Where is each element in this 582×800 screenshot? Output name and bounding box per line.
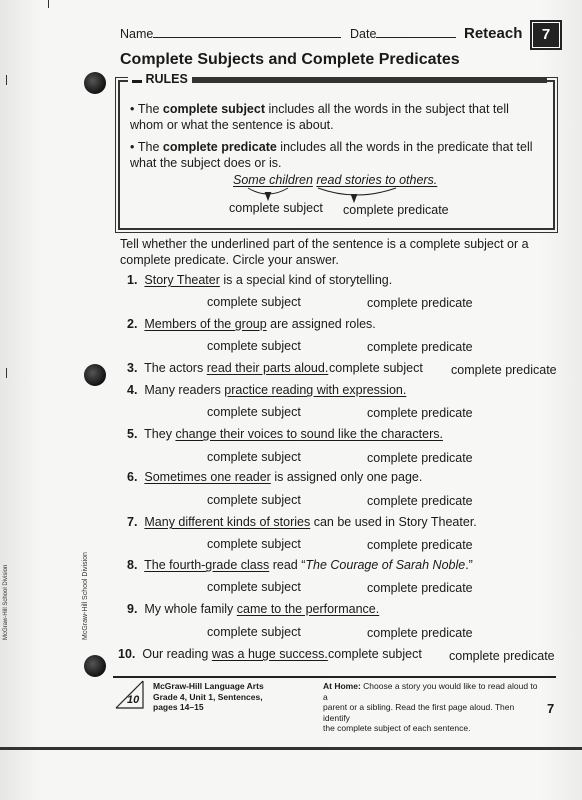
footer-page-ref: 10 xyxy=(127,694,140,706)
choice-complete-predicate-7[interactable]: complete predicate xyxy=(367,538,473,552)
footer-page-number: 7 xyxy=(547,701,555,716)
question-text: is assigned only one page. xyxy=(270,470,423,484)
choice-complete-subject-1[interactable]: complete subject xyxy=(207,295,301,309)
date-blank[interactable] xyxy=(376,26,456,38)
page-title: Complete Subjects and Complete Predicates xyxy=(120,51,460,68)
question-number: 7. xyxy=(127,515,138,529)
question-6 xyxy=(127,470,422,484)
question-5 xyxy=(127,427,443,441)
question-text: Our reading xyxy=(142,647,212,661)
question-text: is a special kind of storytelling. xyxy=(219,273,393,287)
rule-2: • The complete predicate includes all the words in the predicate that tell what the subject does or is. xyxy=(130,140,533,170)
publisher-vertical-text: McGraw-Hill School Division xyxy=(3,564,9,640)
question-text: Many readers xyxy=(144,383,225,397)
choice-complete-predicate-3[interactable]: complete predicate xyxy=(451,363,557,377)
question-text: can be used in Story Theater. xyxy=(310,515,477,529)
underlined-part: Story Theater xyxy=(144,273,220,287)
underlined-part: read their parts aloud. xyxy=(206,361,329,375)
name-label: Name xyxy=(120,27,154,41)
choice-complete-subject-10[interactable]: complete subject xyxy=(328,647,422,661)
book-title: The Courage of Sarah Noble xyxy=(305,558,466,572)
choice-complete-predicate-8[interactable]: complete predicate xyxy=(367,581,473,595)
footer-divider xyxy=(113,676,556,678)
choice-complete-subject-2[interactable]: complete subject xyxy=(207,339,301,353)
page-bottom-edge xyxy=(0,747,582,750)
question-number: 8. xyxy=(127,558,138,572)
page-badge: 7 xyxy=(530,20,562,50)
choice-complete-subject-6[interactable]: complete subject xyxy=(207,493,301,507)
predicate-caption: complete predicate xyxy=(343,203,449,217)
underlined-part: change their voices to sound like the characters. xyxy=(175,427,443,441)
rule-1: • The complete subject includes all the words in the subject that tell whom or what the sentence is about. xyxy=(130,102,509,132)
choice-complete-predicate-4[interactable]: complete predicate xyxy=(367,406,473,420)
choice-complete-predicate-2[interactable]: complete predicate xyxy=(367,340,473,354)
rules-box xyxy=(118,72,555,230)
binder-hole-middle xyxy=(84,364,106,386)
question-number: 5. xyxy=(127,427,138,441)
underlined-part: Sometimes one reader xyxy=(144,470,271,484)
date-label: Date xyxy=(350,27,377,41)
question-9 xyxy=(127,602,379,616)
question-number: 3. xyxy=(127,361,138,375)
name-field[interactable] xyxy=(120,26,341,41)
underlined-part: The fourth-grade class xyxy=(144,558,270,572)
choice-complete-predicate-9[interactable]: complete predicate xyxy=(367,626,473,640)
underlined-part: practice reading with expression. xyxy=(224,383,407,397)
question-number: 4. xyxy=(127,383,138,397)
question-text: They xyxy=(144,427,176,441)
margin-mark xyxy=(48,0,49,8)
choice-complete-predicate-5[interactable]: complete predicate xyxy=(367,451,473,465)
choice-complete-subject-8[interactable]: complete subject xyxy=(207,580,301,594)
example-arrows xyxy=(120,82,553,228)
choice-complete-subject-9[interactable]: complete subject xyxy=(207,625,301,639)
question-text: read “ xyxy=(269,558,306,572)
reteach-label: Reteach xyxy=(464,25,523,42)
publisher-vertical-text: McGraw-Hill School Division xyxy=(82,552,89,640)
question-10 xyxy=(118,647,328,661)
choice-complete-subject-7[interactable]: complete subject xyxy=(207,537,301,551)
underlined-part: Members of the group xyxy=(144,317,267,331)
question-text: are assigned roles. xyxy=(266,317,376,331)
question-number: 2. xyxy=(127,317,138,331)
binder-hole-bottom xyxy=(84,655,106,677)
underlined-part: Many different kinds of stories xyxy=(144,515,311,529)
choice-complete-subject-3[interactable]: complete subject xyxy=(329,361,423,375)
question-number: 6. xyxy=(127,470,138,484)
example-predicate: read stories to others. xyxy=(316,173,438,187)
question-text: .” xyxy=(465,558,473,572)
rules-label: ▬ RULES xyxy=(128,72,192,86)
question-number: 9. xyxy=(127,602,138,616)
choice-complete-subject-4[interactable]: complete subject xyxy=(207,405,301,419)
name-blank[interactable] xyxy=(153,26,341,38)
underlined-part: was a huge success. xyxy=(211,647,328,661)
margin-mark xyxy=(6,75,7,85)
question-text: The actors xyxy=(144,361,207,375)
example-subject: Some children xyxy=(233,173,313,187)
footer-book-info: McGraw-Hill Language Arts Grade 4, Unit 1, Sentences, pages 14–15 xyxy=(153,681,264,712)
question-4 xyxy=(127,383,406,397)
question-1 xyxy=(127,273,392,287)
choice-complete-predicate-10[interactable]: complete predicate xyxy=(449,649,555,663)
date-field[interactable] xyxy=(350,26,456,41)
question-2 xyxy=(127,317,376,331)
question-7 xyxy=(127,515,477,529)
choice-complete-predicate-1[interactable]: complete predicate xyxy=(367,296,473,310)
margin-mark xyxy=(6,368,7,378)
underlined-part: came to the performance. xyxy=(236,602,380,616)
binder-hole-top xyxy=(84,72,106,94)
question-number: 1. xyxy=(127,273,138,287)
subject-caption: complete subject xyxy=(229,201,323,215)
choice-complete-subject-5[interactable]: complete subject xyxy=(207,450,301,464)
instructions: Tell whether the underlined part of the sentence is a complete subject or a complete predicate. Circle your answer. xyxy=(120,237,529,267)
footer-home-activity: At Home: Choose a story you would like to read aloud to a parent or a sibling. Read the first page aloud. Then identify the complete subject of each sentence. xyxy=(323,681,538,733)
question-8 xyxy=(127,558,473,572)
question-number: 10. xyxy=(118,647,136,661)
choice-complete-predicate-6[interactable]: complete predicate xyxy=(367,494,473,508)
question-text: My whole family xyxy=(144,602,237,616)
question-3 xyxy=(127,361,328,375)
